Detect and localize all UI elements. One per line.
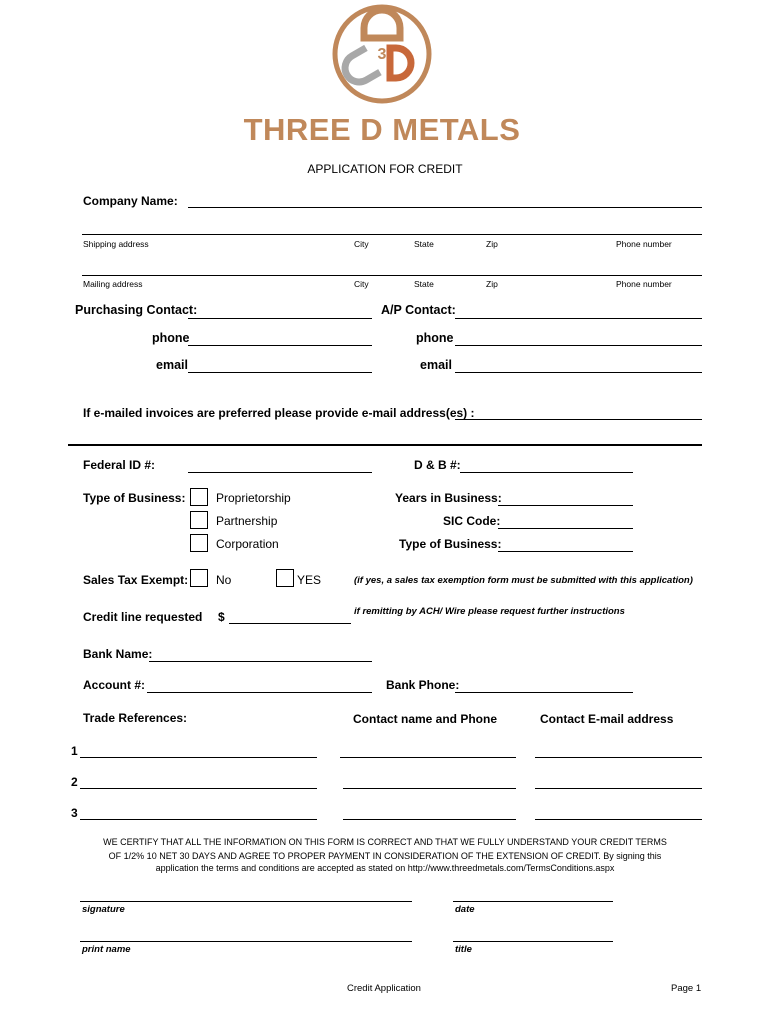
mailing-address-label: Mailing address <box>83 279 143 289</box>
years-in-business-label: Years in Business: <box>395 491 502 505</box>
company-logo <box>330 2 434 106</box>
shipping-city-label: City <box>354 239 369 249</box>
type-of-business-right-label: Type of Business: <box>399 537 502 551</box>
email-invoices-field[interactable] <box>455 419 702 420</box>
contact-email-label: Contact E-mail address <box>540 712 674 726</box>
corporation-checkbox[interactable] <box>190 534 208 552</box>
company-name-title: THREE D METALS <box>243 112 521 147</box>
reference-2-contact-field[interactable] <box>343 788 516 789</box>
mailing-zip-label: Zip <box>486 279 498 289</box>
tax-exempt-yes-label: YES <box>297 573 322 587</box>
ap-email-field[interactable] <box>455 372 702 373</box>
bank-name-field[interactable] <box>149 661 372 662</box>
section-divider <box>68 444 702 446</box>
type-of-business-right-field[interactable] <box>498 551 633 552</box>
tax-exempt-yes-checkbox[interactable] <box>276 569 294 587</box>
reference-number-2: 2 <box>71 775 78 789</box>
reference-3-contact-field[interactable] <box>343 819 516 820</box>
proprietorship-label: Proprietorship <box>216 491 291 505</box>
print-name-field[interactable] <box>80 941 412 942</box>
trade-references-label: Trade References: <box>83 711 188 725</box>
footer-doc-name: Credit Application <box>347 983 421 994</box>
years-in-business-field[interactable] <box>498 505 633 506</box>
date-field[interactable] <box>453 901 613 902</box>
purchasing-email-field[interactable] <box>188 372 372 373</box>
mailing-phone-label: Phone number <box>616 279 672 289</box>
credit-line-field[interactable] <box>229 623 351 624</box>
partnership-label: Partnership <box>216 514 278 528</box>
reference-number-3: 3 <box>71 806 78 820</box>
certify-line-1: WE CERTIFY THAT ALL THE INFORMATION ON THIS FORM IS CORRECT AND THAT WE FULLY UNDERSTAND YOUR CREDIT TERMS <box>103 837 667 847</box>
email-invoices-label: If e-mailed invoices are preferred please provide e-mail address(es) : <box>83 406 475 420</box>
type-of-business-label: Type of Business: <box>83 491 186 505</box>
purchasing-contact-label: Purchasing Contact: <box>75 303 198 317</box>
reference-number-1: 1 <box>71 744 78 758</box>
account-label: Account #: <box>83 678 146 692</box>
dnb-label: D & B #: <box>414 458 461 472</box>
reference-1-contact-field[interactable] <box>340 757 516 758</box>
company-name-label: Company Name: <box>83 194 178 208</box>
shipping-phone-label: Phone number <box>616 239 672 249</box>
federal-id-field[interactable] <box>188 472 372 473</box>
shipping-line[interactable] <box>82 234 702 235</box>
form-title: APPLICATION FOR CREDIT <box>307 162 463 176</box>
reference-1-email-field[interactable] <box>535 757 702 758</box>
title-field[interactable] <box>453 941 613 942</box>
tax-exempt-no-checkbox[interactable] <box>190 569 208 587</box>
credit-line-label: Credit line requested <box>83 610 203 624</box>
reference-2-email-field[interactable] <box>535 788 702 789</box>
contact-name-phone-label: Contact name and Phone <box>353 712 498 726</box>
corporation-label: Corporation <box>216 537 279 551</box>
signature-label: signature <box>82 904 125 915</box>
shipping-address-label: Shipping address <box>83 239 149 249</box>
sales-tax-exempt-label: Sales Tax Exempt: <box>83 573 189 587</box>
print-name-label: print name <box>82 944 131 955</box>
certify-line-3: application the terms and conditions are accepted as stated on http://www.threedmetals.com/TermsConditions.aspx <box>155 863 615 873</box>
reference-1-name-field[interactable] <box>80 757 317 758</box>
certify-line-2: OF 1/2% 10 NET 30 DAYS AND AGREE TO PROPER PAYMENT IN CONSIDERATION OF THE EXTENSION OF CREDIT. By signing this <box>108 851 662 861</box>
tax-exempt-note: (if yes, a sales tax exemption form must be submitted with this application) <box>354 575 693 586</box>
shipping-zip-label: Zip <box>486 239 498 249</box>
mailing-state-label: State <box>414 279 434 289</box>
mailing-city-label: City <box>354 279 369 289</box>
dnb-field[interactable] <box>460 472 633 473</box>
reference-2-name-field[interactable] <box>80 788 317 789</box>
footer-page-number: Page 1 <box>671 983 702 994</box>
federal-id-label: Federal ID #: <box>83 458 156 472</box>
ap-phone-field[interactable] <box>455 345 702 346</box>
purchasing-phone-label: phone <box>152 331 190 345</box>
shipping-state-label: State <box>414 239 434 249</box>
purchasing-email-label: email <box>156 358 188 372</box>
logo-mark <box>330 2 434 106</box>
title-label: title <box>455 944 472 955</box>
ap-email-label: email <box>420 358 452 372</box>
mailing-line[interactable] <box>82 275 702 276</box>
account-field[interactable] <box>147 692 372 693</box>
proprietorship-checkbox[interactable] <box>190 488 208 506</box>
tax-exempt-no-label: No <box>216 573 232 587</box>
currency-symbol: $ <box>218 610 225 624</box>
reference-3-email-field[interactable] <box>535 819 702 820</box>
ap-contact-label: A/P Contact: <box>381 303 456 317</box>
ach-note: if remitting by ACH/ Wire please request further instructions <box>354 606 625 617</box>
ap-contact-field[interactable] <box>455 318 702 319</box>
ap-phone-label: phone <box>416 331 454 345</box>
partnership-checkbox[interactable] <box>190 511 208 529</box>
company-name-field[interactable] <box>188 207 702 208</box>
reference-3-name-field[interactable] <box>80 819 317 820</box>
date-label: date <box>455 904 475 915</box>
purchasing-phone-field[interactable] <box>188 345 372 346</box>
bank-phone-label: Bank Phone: <box>386 678 460 692</box>
purchasing-contact-field[interactable] <box>188 318 372 319</box>
sic-code-label: SIC Code: <box>443 514 501 528</box>
bank-phone-field[interactable] <box>455 692 633 693</box>
logo-glyph: 3 <box>377 46 387 63</box>
signature-field[interactable] <box>80 901 412 902</box>
sic-code-field[interactable] <box>498 528 633 529</box>
bank-name-label: Bank Name: <box>83 647 153 661</box>
